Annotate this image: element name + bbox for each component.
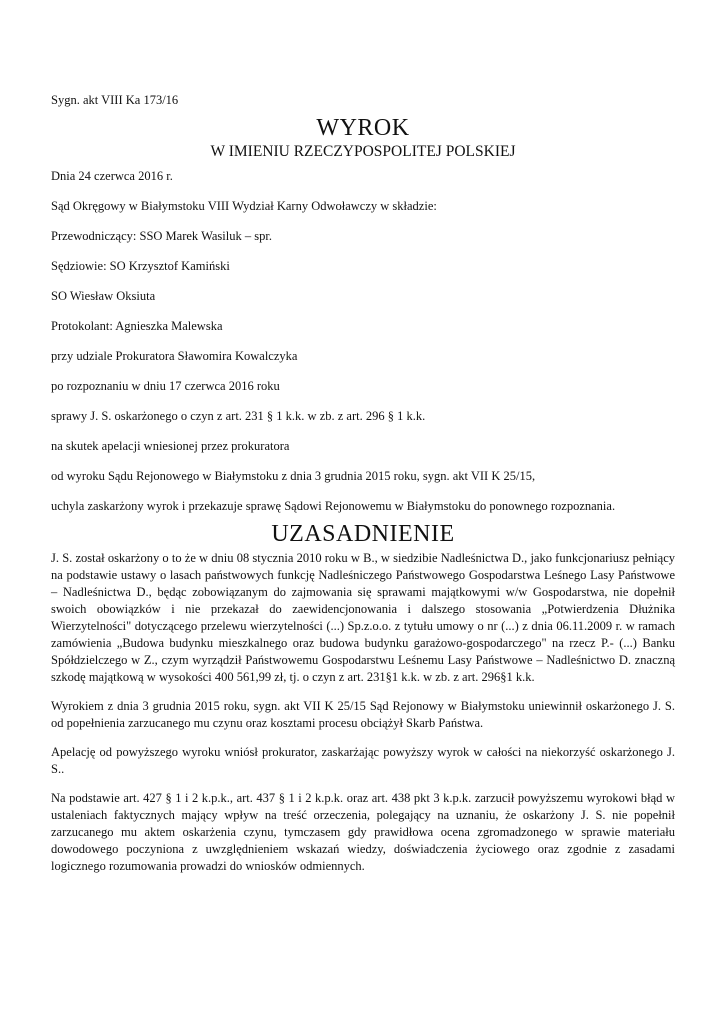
- justification-paragraph-1: J. S. został oskarżony o to że w dniu 08 stycznia 2010 roku w B., w siedzibie Nadleśnictwa D., jako funkcjonariusz pełniący na podstawie ustawy o lasach państwowych funkcję Nadleśniczego Państwowego Gospodarstwa Leśnego Lasy Państwowe – Nadleśnictwa D., będąc zobowiązanym do zajmowania się sprawami majątkowymi w/w Gospodarstwa, nie dopełnił swoich obowiązków i nie przekazał do zaewidencjonowania i dalszego stosowania „Potwierdzenia Dłużnika Wierzytelności" dotyczącego przelewu wierzytelności (...) Sp.z.o.o. z tytułu umowy o nr (...) z dnia 06.11.2009 r. w ramach zamówienia „Budowa budynku mieszkalnego oraz budowa budynku garażowo-gospodarczego" na rzecz P.- (...) Banku Spółdzielczego w Z., czym wyrządził Państwowemu Gospodarstwu Leśnemu Lasy Państwowe – Nadleśnictwo D. znaczną szkodę majątkową w wysokości 400 561,99 zł, tj. o czyn z art. 231§1 k.k. w zb. z art. 296§1 k.k.: [51, 551, 675, 684]
- case-reference: Sygn. akt VIII Ka 173/16: [51, 93, 179, 107]
- clerk-line: Protokolant: Agnieszka Malewska: [51, 319, 223, 333]
- chair-line: Przewodniczący: SSO Marek Wasiluk – spr.: [51, 229, 272, 243]
- justification-paragraph-4: Na podstawie art. 427 § 1 i 2 k.p.k., art. 437 § 1 i 2 k.p.k. oraz art. 438 pkt 3 k.p.k. zarzucił powyższemu wyrokowi błąd w ustaleniach faktycznych mający wpływ na treść orzeczenia, polegający na uznaniu, że oskarżony J. S. nie popełnił zarzucanego mu aktem oskarżenia czynu, tymczasem gdy prawidłowa ocena zgromadzonego w sprawie materiału dowodowego poczyniona z uwzględnieniem wskazań wiedzy, doświadczenia życiowego oraz zgodnie z zasadami logicznego rozumowania prowadzi do wniosków odmiennych.: [51, 791, 675, 873]
- case-line: sprawy J. S. oskarżonego o czyn z art. 231 § 1 k.k. w zb. z art. 296 § 1 k.k.: [51, 409, 426, 423]
- justification-paragraph-2: Wyrokiem z dnia 3 grudnia 2015 roku, sygn. akt VII K 25/15 Sąd Rejonowy w Białymstoku uniewinnił oskarżonego J. S. od popełnienia zarzucanego mu czynu oraz kosztami procesu obciążył Skarb Państwa.: [51, 699, 675, 730]
- prosecutor-line: przy udziale Prokuratora Sławomira Kowalczyka: [51, 349, 298, 363]
- justification-paragraph-3: Apelację od powyższego wyroku wniósł prokurator, zaskarżając powyższy wyrok w całości na niekorzyść oskarżonego J. S..: [51, 745, 675, 776]
- ruling-line: uchyla zaskarżony wyrok i przekazuje sprawę Sądowi Rejonowemu w Białymstoku do ponownego rozpoznania.: [51, 499, 616, 513]
- judgment-line: od wyroku Sądu Rejonowego w Białymstoku z dnia 3 grudnia 2015 roku, sygn. akt VII K 25/15,: [51, 469, 536, 483]
- court-line: Sąd Okręgowy w Białymstoku VIII Wydział Karny Odwoławczy w składzie:: [51, 199, 437, 213]
- hearing-line: po rozpoznaniu w dniu 17 czerwca 2016 roku: [51, 379, 280, 393]
- judges-line: Sędziowie: SO Krzysztof Kamiński: [51, 259, 230, 273]
- judge2-line: SO Wiesław Oksiuta: [51, 289, 156, 303]
- justification-heading: UZASADNIENIE: [271, 521, 455, 547]
- appeal-line: na skutek apelacji wniesionej przez prokuratora: [51, 439, 290, 453]
- document-page: [51, 92, 675, 887]
- judgment-subtitle: W IMIENIU RZECZYPOSPOLITEJ POLSKIEJ: [210, 143, 516, 160]
- date-line: Dnia 24 czerwca 2016 r.: [51, 169, 173, 183]
- judgment-title: WYROK: [316, 115, 410, 141]
